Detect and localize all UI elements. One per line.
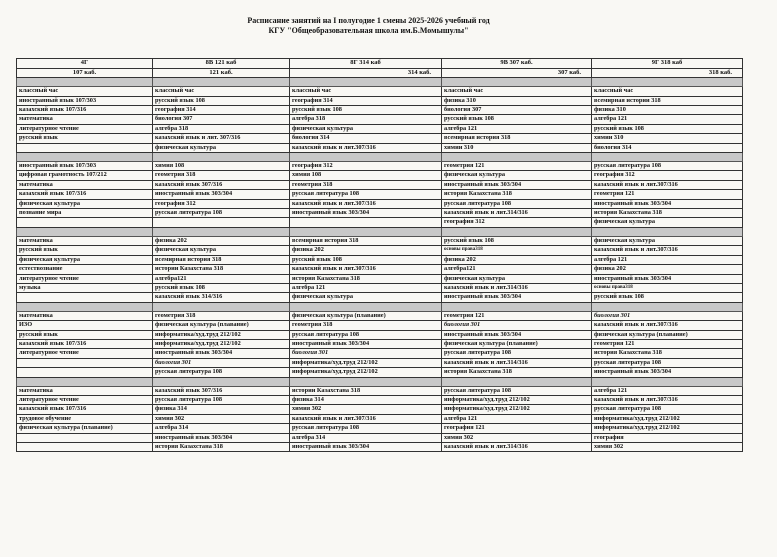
lesson-row [17, 134, 743, 143]
lesson-cell: геометрия 318 [290, 321, 442, 330]
lesson-cell: русская литература 108 [290, 424, 442, 433]
lesson-cell: классный час [290, 87, 442, 96]
separator-cell [17, 153, 153, 162]
separator-cell [592, 377, 743, 386]
lesson-cell: русский язык 108 [153, 283, 290, 292]
lesson-cell: геометрия 121 [592, 339, 743, 348]
lesson-cell: казахский язык и лит.307/316 [592, 321, 743, 330]
separator-cell [592, 78, 743, 87]
separator-cell [290, 78, 442, 87]
lesson-cell [17, 218, 153, 227]
lesson-cell [290, 218, 442, 227]
lesson-cell: иностранный язык 303/304 [290, 443, 442, 452]
lesson-cell: физическая культура (плавание) [153, 321, 290, 330]
lesson-cell: всемирная истории 318 [592, 96, 743, 105]
room-header: 107 каб. [17, 68, 153, 78]
lesson-row [17, 405, 743, 414]
lesson-row [17, 274, 743, 283]
separator-cell [290, 227, 442, 236]
lesson-cell: русский язык 108 [290, 106, 442, 115]
lesson-cell: биология 301 [153, 358, 290, 367]
lesson-cell: классный час [17, 87, 153, 96]
room-header: 314 каб. [290, 68, 442, 78]
lesson-cell: казахский язык и лит.307/316 [290, 265, 442, 274]
lesson-cell: казахский язык и лит.307/316 [592, 180, 743, 189]
lesson-row [17, 358, 743, 367]
lesson-row [17, 293, 743, 302]
lesson-cell: геометрия 121 [592, 190, 743, 199]
lesson-cell: геометрия 121 [442, 162, 592, 171]
lesson-cell: всемирная история 318 [290, 236, 442, 245]
lesson-row [17, 424, 743, 433]
lesson-cell: биология 301 [592, 311, 743, 320]
lesson-cell: русский язык 108 [290, 255, 442, 264]
lesson-cell: химия 108 [290, 171, 442, 180]
lesson-row [17, 339, 743, 348]
class-header: 8Г 314 каб [290, 59, 442, 69]
lesson-cell: физическая культура (плавание) [442, 339, 592, 348]
separator-cell [442, 227, 592, 236]
schedule-body [17, 59, 743, 452]
lesson-cell: казахский язык и лит.314/316 [442, 209, 592, 218]
separator-cell [290, 153, 442, 162]
lesson-cell: география [592, 433, 743, 442]
lesson-cell: химия 108 [153, 162, 290, 171]
lesson-cell: казахский язык и лит.314/316 [442, 358, 592, 367]
day-separator [17, 78, 743, 87]
lesson-row [17, 433, 743, 442]
lesson-cell: казахский язык 307/316 [153, 386, 290, 395]
lesson-cell: русский язык 108 [442, 115, 592, 124]
header-row-room [17, 68, 743, 78]
lesson-cell: география 314 [290, 96, 442, 105]
lesson-cell: география 312 [153, 199, 290, 208]
lesson-row [17, 255, 743, 264]
separator-cell [290, 302, 442, 311]
lesson-cell: русский язык 108 [442, 236, 592, 245]
room-header: 307 каб. [442, 68, 592, 78]
lesson-cell: информатика/худ.труд 212/102 [442, 395, 592, 404]
day-separator [17, 227, 743, 236]
lesson-row [17, 395, 743, 404]
lesson-cell: казахский язык 307/316 [153, 180, 290, 189]
lesson-cell: иностранный язык 303/304 [442, 330, 592, 339]
lesson-row [17, 143, 743, 152]
lesson-cell: физическая культура [153, 143, 290, 152]
lesson-cell: алгебра 318 [290, 115, 442, 124]
lesson-cell: русская литература 108 [290, 330, 442, 339]
lesson-cell: алгебра 121 [592, 255, 743, 264]
lesson-cell: химия 302 [442, 433, 592, 442]
lesson-cell: физическая культура (плавание) [290, 311, 442, 320]
lesson-cell: физическая культура (плавание) [17, 424, 153, 433]
lesson-cell: литературное чтение [17, 274, 153, 283]
lesson-row [17, 283, 743, 292]
lesson-cell: геометрия 318 [153, 311, 290, 320]
lesson-cell: русский язык [17, 246, 153, 255]
lesson-cell: иностранный язык 303/304 [290, 209, 442, 218]
lesson-cell: физика 314 [290, 395, 442, 404]
lesson-cell: алгебра 121 [592, 115, 743, 124]
lesson-cell: история Казахстана 318 [442, 368, 592, 377]
lesson-cell: математика [17, 180, 153, 189]
lesson-cell: биология 307 [442, 106, 592, 115]
lesson-cell: физическая культура [592, 218, 743, 227]
separator-cell [17, 377, 153, 386]
lesson-cell: физика 310 [592, 106, 743, 115]
separator-cell [17, 78, 153, 87]
lesson-row [17, 386, 743, 395]
lesson-cell: иностранный язык 303/304 [592, 199, 743, 208]
lesson-cell: русский язык 108 [153, 96, 290, 105]
header-row-class [17, 59, 743, 69]
separator-cell [442, 78, 592, 87]
day-separator [17, 302, 743, 311]
lesson-cell: химия 302 [153, 414, 290, 423]
lesson-cell: алгебра 121 [290, 283, 442, 292]
lesson-cell: физическая культура [442, 274, 592, 283]
lesson-cell: иностранный язык 303/304 [592, 274, 743, 283]
lesson-cell: иностранный язык 303/304 [153, 433, 290, 442]
separator-cell [592, 302, 743, 311]
lesson-cell: математика [17, 236, 153, 245]
lesson-cell: классный час [442, 87, 592, 96]
room-header: 121 каб. [153, 68, 290, 78]
lesson-row [17, 246, 743, 255]
lesson-cell [153, 218, 290, 227]
lesson-cell: русская литература 108 [442, 199, 592, 208]
separator-cell [153, 153, 290, 162]
lesson-cell: история Казахстана 318 [442, 190, 592, 199]
lesson-row [17, 87, 743, 96]
lesson-cell [17, 358, 153, 367]
lesson-cell: физика 310 [442, 96, 592, 105]
lesson-cell: физическая культура [592, 236, 743, 245]
lesson-cell: казахский язык 107/316 [17, 339, 153, 348]
lesson-row [17, 115, 743, 124]
lesson-cell: иностранный язык 303/304 [442, 293, 592, 302]
lesson-cell: цифровая грамотность 107/212 [17, 171, 153, 180]
lesson-row [17, 265, 743, 274]
lesson-cell: биология 314 [592, 143, 743, 152]
lesson-cell: трудовое обучение [17, 414, 153, 423]
lesson-cell: физическая культура [290, 124, 442, 133]
lesson-cell: иностранный язык 303/304 [153, 190, 290, 199]
lesson-cell: русская литература 108 [442, 386, 592, 395]
lesson-cell: всемирная история 318 [442, 134, 592, 143]
lesson-cell: казахский язык 107/316 [17, 106, 153, 115]
lesson-cell: истории Казахстана 318 [153, 265, 290, 274]
lesson-cell: физическая культура [17, 255, 153, 264]
lesson-cell: казахский язык и лит.307/316 [290, 143, 442, 152]
lesson-cell: русский язык 108 [592, 293, 743, 302]
lesson-cell: русская литература 108 [153, 209, 290, 218]
lesson-cell: биология 307 [153, 115, 290, 124]
lesson-row [17, 330, 743, 339]
lesson-cell: казахский язык 107/316 [17, 190, 153, 199]
lesson-cell: география 312 [592, 171, 743, 180]
class-header: 9Г 318 каб [592, 59, 743, 69]
separator-cell [153, 302, 290, 311]
lesson-cell: казахский язык и лит.314/316 [442, 283, 592, 292]
lesson-cell [17, 368, 153, 377]
lesson-cell: казахский язык и лит.307/316 [290, 199, 442, 208]
lesson-row [17, 218, 743, 227]
lesson-row [17, 311, 743, 320]
lesson-cell: геометрия 318 [290, 180, 442, 189]
lesson-cell: иностранный язык 303/304 [592, 368, 743, 377]
lesson-cell: химия 302 [290, 405, 442, 414]
lesson-cell: всемирная история 318 [153, 255, 290, 264]
lesson-row [17, 190, 743, 199]
lesson-cell: основы права318 [592, 283, 743, 292]
lesson-row [17, 96, 743, 105]
lesson-cell: информатика/худ.труд 212/102 [290, 358, 442, 367]
lesson-cell: казахский язык и лит.314/316 [442, 443, 592, 452]
school-name: КГУ "Общеобразовательная школа им.Б.Момышулы" [268, 26, 469, 35]
lesson-cell: основы права318 [442, 246, 592, 255]
lesson-cell: русская литература 108 [442, 349, 592, 358]
lesson-cell: музыка [17, 283, 153, 292]
lesson-row [17, 321, 743, 330]
class-header: 9В 307 каб. [442, 59, 592, 69]
lesson-row [17, 199, 743, 208]
separator-cell [290, 377, 442, 386]
lesson-cell: геометрия 121 [442, 311, 592, 320]
lesson-cell: иностранный язык 303/304 [290, 339, 442, 348]
lesson-cell: русская литература 108 [592, 162, 743, 171]
lesson-cell [17, 443, 153, 452]
lesson-cell: биология 301 [442, 321, 592, 330]
separator-cell [17, 227, 153, 236]
lesson-cell: казахский язык и лит.307/316 [592, 246, 743, 255]
lesson-cell: алгебра 121 [442, 414, 592, 423]
lesson-cell: физика 202 [153, 236, 290, 245]
lesson-cell: история Казахстана 318 [290, 274, 442, 283]
lesson-cell: физика 202 [290, 246, 442, 255]
separator-cell [442, 377, 592, 386]
lesson-cell: физическая культура [153, 246, 290, 255]
lesson-row [17, 124, 743, 133]
lesson-cell: математика [17, 311, 153, 320]
lesson-cell [17, 293, 153, 302]
room-header: 318 каб. [592, 68, 743, 78]
lesson-cell: физика 202 [592, 265, 743, 274]
lesson-row [17, 443, 743, 452]
lesson-cell: геометрия 318 [153, 171, 290, 180]
lesson-cell: физическая культура [442, 171, 592, 180]
lesson-cell: русская литература 108 [592, 405, 743, 414]
schedule-table [16, 58, 743, 452]
lesson-cell: химии 310 [442, 143, 592, 152]
lesson-cell: истории Казахстана 318 [290, 386, 442, 395]
lesson-cell: химии 310 [592, 134, 743, 143]
lesson-cell: алгебра121 [153, 274, 290, 283]
lesson-cell: информатика/худ.труд 212/102 [592, 424, 743, 433]
lesson-row [17, 106, 743, 115]
lesson-cell [17, 143, 153, 152]
lesson-cell [17, 433, 153, 442]
lesson-cell: физика 314 [153, 405, 290, 414]
lesson-row [17, 349, 743, 358]
lesson-cell: алгебра 314 [153, 424, 290, 433]
separator-cell [153, 377, 290, 386]
separator-cell [153, 78, 290, 87]
lesson-cell: русская литература 108 [153, 395, 290, 404]
lesson-cell: иностранный язык 303/304 [442, 180, 592, 189]
lesson-row [17, 368, 743, 377]
lesson-cell: физическая культура [290, 293, 442, 302]
lesson-cell: русский язык 108 [592, 124, 743, 133]
class-header: 8В 121 каб [153, 59, 290, 69]
lesson-cell: история Казахстана 318 [153, 443, 290, 452]
lesson-row [17, 171, 743, 180]
lesson-cell: ИЗО [17, 321, 153, 330]
lesson-row [17, 209, 743, 218]
lesson-cell: информатика/худ.труд 212/102 [290, 368, 442, 377]
lesson-cell: физическая культура (плавание) [592, 330, 743, 339]
lesson-cell: биология 301 [290, 349, 442, 358]
lesson-cell: информатика/худ.труд 212/102 [592, 414, 743, 423]
lesson-cell: физическая культура [17, 199, 153, 208]
lesson-cell: математика [17, 386, 153, 395]
lesson-cell: история Казахстана 318 [592, 349, 743, 358]
lesson-cell: алгебра121 [442, 265, 592, 274]
lesson-cell: биология 314 [290, 134, 442, 143]
lesson-cell: история Казахстана 318 [592, 209, 743, 218]
schedule-title: Расписание занятий на I полугодие 1 смены 2025-2026 учебный год [247, 16, 490, 25]
separator-cell [592, 227, 743, 236]
lesson-cell: классный час [153, 87, 290, 96]
separator-cell [592, 153, 743, 162]
separator-cell [442, 302, 592, 311]
lesson-cell: иностранный язык 107/303 [17, 162, 153, 171]
day-separator [17, 377, 743, 386]
lesson-cell: география 312 [442, 218, 592, 227]
day-separator [17, 153, 743, 162]
separator-cell [17, 302, 153, 311]
lesson-cell: алгебра 314 [290, 433, 442, 442]
lesson-row [17, 162, 743, 171]
lesson-cell: литературное чтение [17, 395, 153, 404]
lesson-cell: литературное чтение [17, 349, 153, 358]
separator-cell [442, 153, 592, 162]
lesson-cell: география 312 [290, 162, 442, 171]
lesson-cell: химия 302 [592, 443, 743, 452]
lesson-cell: алгебра 121 [442, 124, 592, 133]
lesson-cell: казахский язык и лит.307/316 [290, 414, 442, 423]
lesson-cell: казахский язык и лит.307/316 [592, 395, 743, 404]
lesson-cell: физика 202 [442, 255, 592, 264]
lesson-cell: информатика/худ.труд 212/102 [153, 339, 290, 348]
lesson-cell: математика [17, 115, 153, 124]
lesson-cell: классный час [592, 87, 743, 96]
lesson-cell: казахский язык 107/316 [17, 405, 153, 414]
lesson-cell: иностранный язык 107/303 [17, 96, 153, 105]
lesson-cell: казахский язык и лит. 307/316 [153, 134, 290, 143]
separator-cell [153, 227, 290, 236]
lesson-cell: русская литература 108 [290, 190, 442, 199]
lesson-cell: русский язык [17, 134, 153, 143]
lesson-cell: русская литература 108 [153, 368, 290, 377]
lesson-cell: русский язык [17, 330, 153, 339]
lesson-row [17, 180, 743, 189]
lesson-cell: алгебра 121 [592, 386, 743, 395]
lesson-cell: информатика/худ.труд 212/102 [153, 330, 290, 339]
lesson-row [17, 236, 743, 245]
lesson-cell: познание мира [17, 209, 153, 218]
lesson-row [17, 414, 743, 423]
lesson-cell: география 121 [442, 424, 592, 433]
lesson-cell: география 314 [153, 106, 290, 115]
class-header: 4Г [17, 59, 153, 69]
lesson-cell: казахский язык 314/316 [153, 293, 290, 302]
lesson-cell: литературное чтение [17, 124, 153, 133]
lesson-cell: русская литература 108 [592, 358, 743, 367]
lesson-cell: информатика/худ.труд 212/102 [442, 405, 592, 414]
lesson-cell: алгебра 318 [153, 124, 290, 133]
lesson-cell: естествознание [17, 265, 153, 274]
lesson-cell: иностранный язык 303/304 [153, 349, 290, 358]
